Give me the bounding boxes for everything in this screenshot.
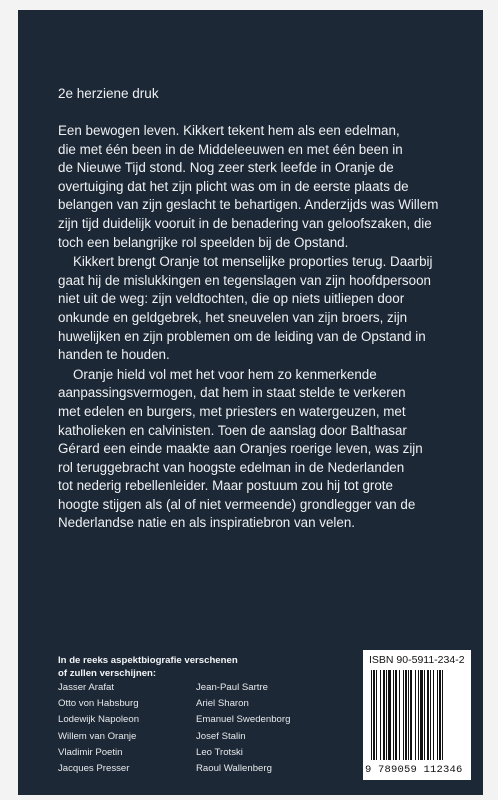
barcode-bar — [373, 670, 375, 760]
blurb-line: onkunde en geldgebrek, het sneuvelen van zijn broers, zijn — [58, 309, 408, 325]
barcode-bar — [383, 670, 385, 760]
barcode-bar — [376, 670, 377, 760]
blurb-paragraph-2 — [58, 253, 476, 365]
back-cover — [18, 10, 483, 795]
barcode-bar — [442, 670, 443, 760]
blurb-line: huwelijken en zijn problemen om de leiding van de Opstand in — [58, 328, 426, 344]
barcode-bar — [418, 670, 419, 760]
series-title: Leo Trotski — [196, 746, 243, 758]
series-title: Lodewijk Napoleon — [58, 714, 140, 726]
blurb-line: Oranje hield vol met het voor hem zo kenmerkende — [73, 366, 377, 382]
blurb-paragraph-1 — [58, 122, 476, 252]
series-title: Willem van Oranje — [58, 730, 137, 742]
blurb-line: Kikkert brengt Oranje tot menselijke proporties terug. Daarbij — [73, 254, 433, 270]
blurb-line: tot nederig rebellenleider. Maar postuum zou hij tot grote — [58, 478, 393, 494]
series-list-left — [58, 680, 139, 777]
blurb-line: katholieken en calvinisten. Toen de aanslag door Balthasar — [58, 422, 407, 438]
barcode-bar — [433, 670, 434, 760]
series-list-right — [196, 680, 290, 777]
barcode-bar — [437, 670, 438, 760]
series-title: Jacques Presser — [58, 763, 130, 775]
blurb-line: Een bewogen leven. Kikkert tekent hem als een edelman, — [58, 123, 400, 138]
isbn-number: ISBN 90-5911-234-2 — [369, 654, 465, 666]
blurb-line: Nederlandse natie en als inspiratiebron van velen. — [58, 515, 356, 531]
ean-number: 9 789059 112346 — [365, 764, 463, 776]
blurb-line: handen te houden. — [58, 347, 170, 363]
barcode-bar — [427, 670, 429, 760]
blurb-line: Gérard een einde maakte aan Oranjes roerige leven, was zijn — [58, 441, 423, 457]
barcode-bar — [415, 670, 416, 760]
series-title: Jasser Arafat — [58, 682, 114, 693]
blurb-line: belangen van zijn geslacht te behartigen. Anderzijds was Willem — [58, 197, 439, 213]
series-title: Vladimir Poetin — [58, 746, 123, 758]
barcode-bar — [408, 670, 409, 760]
series-title: Otto von Habsburg — [58, 698, 139, 710]
series-heading — [58, 654, 238, 680]
series-title: Ariel Sharon — [196, 698, 249, 710]
barcode-bar — [403, 670, 404, 760]
blurb-line: aanpassingsvermogen, dat hem in staat stelde te verkeren — [58, 385, 406, 401]
barcode-bar — [371, 670, 372, 760]
series-title: Raoul Wallenberg — [196, 763, 272, 775]
blurb-line: toch een belangrijke rol speelden bij de Opstand. — [58, 234, 349, 250]
series-heading-line: of zullen verschijnen: — [58, 668, 157, 679]
barcode-bar — [424, 670, 425, 760]
barcode-bar — [386, 670, 387, 760]
barcode-box — [363, 650, 471, 780]
barcode-bar — [405, 670, 407, 760]
series-title: Josef Stalin — [196, 730, 246, 742]
barcode-bar — [420, 670, 423, 760]
blurb-line: die met één been in de Middeleeuwen en met één been in — [58, 141, 403, 157]
blurb-line: overtuiging dat het zijn plicht was om in de eerste plaats de — [58, 178, 409, 194]
barcode-bar — [410, 670, 412, 760]
barcode-bars — [371, 670, 463, 764]
barcode-bar — [395, 670, 397, 760]
barcode-bar — [380, 670, 381, 760]
barcode-bar — [399, 670, 400, 760]
blurb-line: de Nieuwe Tijd stond. Nog zeer sterk leefde in Oranje de — [58, 160, 394, 176]
blurb-line: hoogte stijgen als (al of niet vermeende) grondlegger van de — [58, 496, 416, 512]
series-title: Jean-Paul Sartre — [196, 682, 268, 693]
barcode-bar — [430, 670, 431, 760]
barcode-bar — [393, 670, 394, 760]
blurb-line: zijn tijd duidelijk vooruit in de benadering van geloofszaken, die — [58, 215, 432, 231]
blurb-line: rol teruggebracht van hoogste edelman in de Nederlanden — [58, 459, 405, 475]
blurb-line: gaat hij de mislukkingen en tegenslagen van zijn hoofdpersoon — [58, 272, 431, 288]
blurb-line: met edelen en burgers, met priesters en watergeuzen, met — [58, 403, 406, 419]
edition-label: 2e herziene druk — [58, 86, 159, 101]
series-title: Emanuel Swedenborg — [196, 714, 291, 726]
blurb-line: niet uit de weg: zijn veldtochten, die op niets uitliepen door — [58, 291, 405, 307]
blurb-text — [58, 122, 476, 534]
barcode-bar — [439, 670, 441, 760]
series-heading-line: In de reeks aspektbiografie verschenen — [58, 655, 238, 666]
blurb-paragraph-3 — [58, 366, 476, 533]
barcode-bar — [388, 670, 391, 760]
